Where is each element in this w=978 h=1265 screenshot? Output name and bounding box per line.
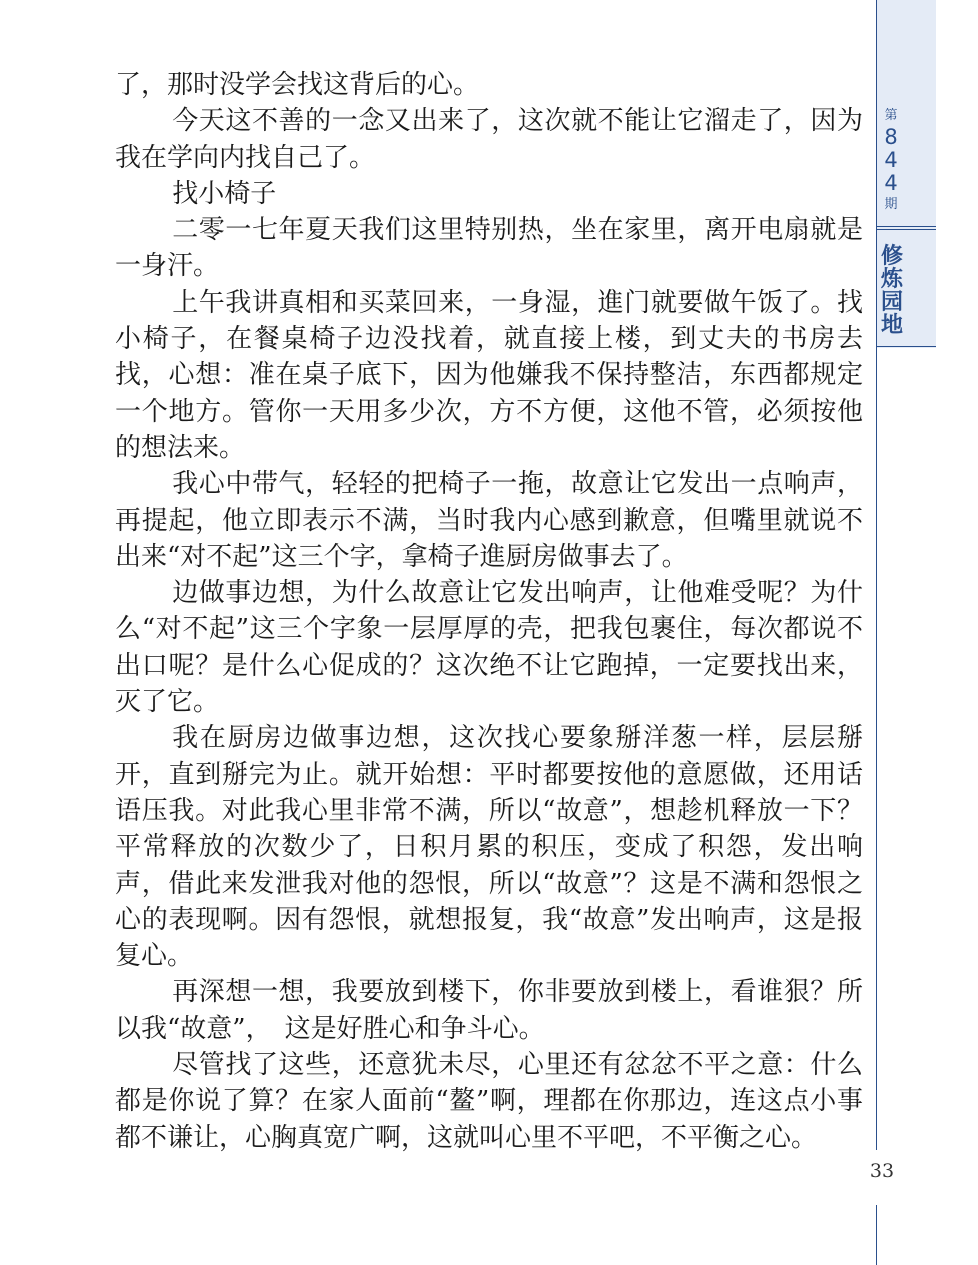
issue-digit: 8 bbox=[884, 125, 898, 149]
sidebar-divider bbox=[876, 346, 936, 347]
magazine-sidebar bbox=[876, 0, 978, 1265]
paragraph: 我心中带气，轻轻的把椅子一拖，故意让它发出一点响声，再提起，他立即表示不满，当时我内心感到歉意，但嘴里就说不出来“对不起”这三个字，拿椅子進厨房做事去了。 bbox=[115, 469, 863, 572]
issue-prefix: 第 bbox=[884, 108, 898, 123]
column-title bbox=[876, 245, 908, 337]
paragraph: 我在厨房边做事边想，这次找心要象掰洋葱一样，层层掰开，直到掰完为止。就开始想：平时都要按他的意愿做，还用话语压我。对此我心里非常不满，所以“故意”，想趁机释放一下？平常释放的次数少了，日积月累的积压，变成了积怨，发出响声，借此来发泄我对他的怨恨，所以“故意”？这是不满和怨恨之心的表现啊。因有怨恨，就想报复，我“故意”发出响声，这是报复心。 bbox=[115, 723, 863, 972]
paragraph: 尽管找了这些，还意犹未尽，心里还有忿忿不平之意：什么都是你说了算？在家人面前“鳌”啊，理都在你那边，连这点小事都不谦让，心胸真宽广啊，这就叫心里不平吧，不平衡之心。 bbox=[115, 1050, 863, 1153]
issue-digit: 4 bbox=[884, 171, 898, 195]
sidebar-divider bbox=[876, 226, 936, 230]
paragraph: 边做事边想，为什么故意让它发出响声，让他难受呢？为什么“对不起”这三个字象一层厚厚的壳，把我包裹住，每次都说不出口呢？是什么心促成的？这次绝不让它跑掉，一定要找出来，灭了它。 bbox=[115, 578, 863, 718]
paragraph: 再深想一想，我要放到楼下，你非要放到楼上，看谁狠？所以我“故意”， 这是好胜心和争斗心。 bbox=[115, 977, 863, 1044]
column-title-char: 地 bbox=[880, 313, 903, 338]
issue-number bbox=[876, 106, 906, 215]
issue-suffix: 期 bbox=[884, 197, 898, 212]
paragraph: 今天这不善的一念又出来了，这次就不能让它溜走了，因为我在学向内找自己了。 bbox=[115, 106, 863, 173]
paragraph: 了，那时没学会找这背后的心。 bbox=[115, 70, 480, 100]
column-title-char: 修 bbox=[880, 244, 903, 269]
paragraph: 二零一七年夏天我们这里特别热，坐在家里，离开电扇就是一身汗。 bbox=[115, 215, 863, 282]
paragraph: 上午我讲真相和买菜回来，一身湿，進门就要做午饭了。找小椅子，在餐桌椅子边没找着，就直接上楼，到丈夫的书房去找，心想：准在桌子底下，因为他嫌我不保持整洁，东西都规定一个地方。管你一天用多少次，方不方便，这他不管，必须按他的想法来。 bbox=[115, 287, 863, 463]
column-title-char: 园 bbox=[880, 290, 903, 315]
article-body bbox=[115, 67, 863, 1156]
section-subtitle: 找小椅子 bbox=[172, 178, 277, 209]
column-title-char: 炼 bbox=[880, 267, 903, 292]
issue-digit: 4 bbox=[884, 148, 898, 172]
sidebar-rule-bottom bbox=[876, 1205, 877, 1265]
page-number: 33 bbox=[869, 1160, 895, 1182]
